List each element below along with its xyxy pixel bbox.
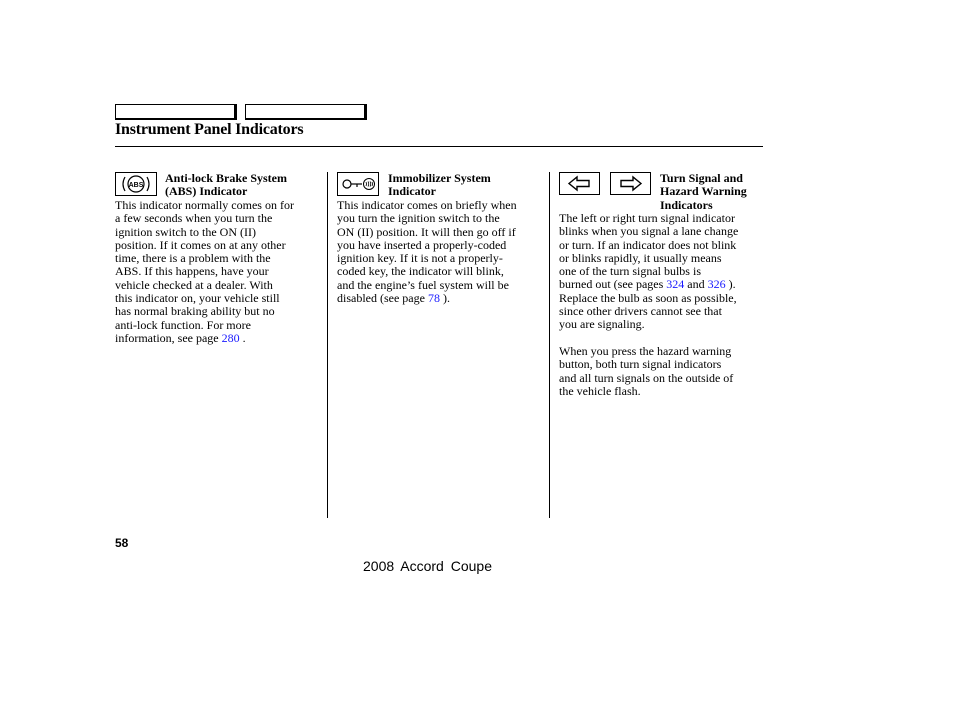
page-link-324[interactable]: 324 — [666, 277, 685, 292]
nav-tab-2[interactable] — [245, 104, 367, 120]
abs-body-text: This indicator normally comes on for a few seconds when you turn the ignition switch to the ON (II) position. If it comes on at any other time, there is a problem with the ABS. If this happens, have your vehicle checked at a dealer. With this indicator on, your vehicle still has normal braking ability but no anti-lock function. For more information, see page 280 . — [115, 198, 294, 345]
page-link-326[interactable]: 326 — [707, 277, 726, 292]
column-divider-2 — [549, 172, 550, 518]
nav-tab-1[interactable] — [115, 104, 237, 120]
page-link-280[interactable]: 280 — [221, 330, 240, 345]
title-rule — [115, 146, 763, 147]
turn-signal-heading: Turn Signal and Hazard Warning Indicators — [660, 171, 747, 212]
abs-warning-icon — [115, 172, 157, 196]
immobilizer-body-text: This indicator comes on briefly when you turn the ignition switch to the ON (II) position. It will then go off if you have inserted a properly-coded ignition key. If it is not a properly- coded key, the indicator will blink, and the engine’s fuel system will be disabled (see page 78 ). — [337, 198, 517, 306]
immobilizer-key-icon — [337, 172, 379, 196]
page-link-78[interactable]: 78 — [427, 291, 440, 306]
page-title: Instrument Panel Indicators — [115, 121, 304, 138]
footer-model: 2008 Accord Coupe — [363, 558, 492, 574]
page-number: 58 — [115, 536, 129, 550]
left-turn-arrow-icon — [559, 172, 600, 195]
right-turn-arrow-icon — [610, 172, 651, 195]
turn-signal-body-text: The left or right turn signal indicator blinks when you signal a lane change or turn. If an indicator does not blink or blinks rapidly, it usually means one of the turn signal bulbs is burned out (see pages 324 and 326 ). Replace the bulb as soon as possible, since other drivers cannot see that you are signaling. When you press the hazard warning button, both turn signal indicators and all turn signals on the outside of the vehicle flash. — [559, 211, 739, 398]
column-divider-1 — [327, 172, 328, 518]
abs-heading: Anti-lock Brake System (ABS) Indicator — [165, 171, 287, 199]
abs-icon-text: ABS — [128, 182, 144, 189]
hazard-paragraph: When you press the hazard warning button, both turn signal indicators and all turn signals on the outside of the vehicle flash. — [559, 343, 734, 398]
immobilizer-heading: Immobilizer System Indicator — [388, 171, 491, 199]
